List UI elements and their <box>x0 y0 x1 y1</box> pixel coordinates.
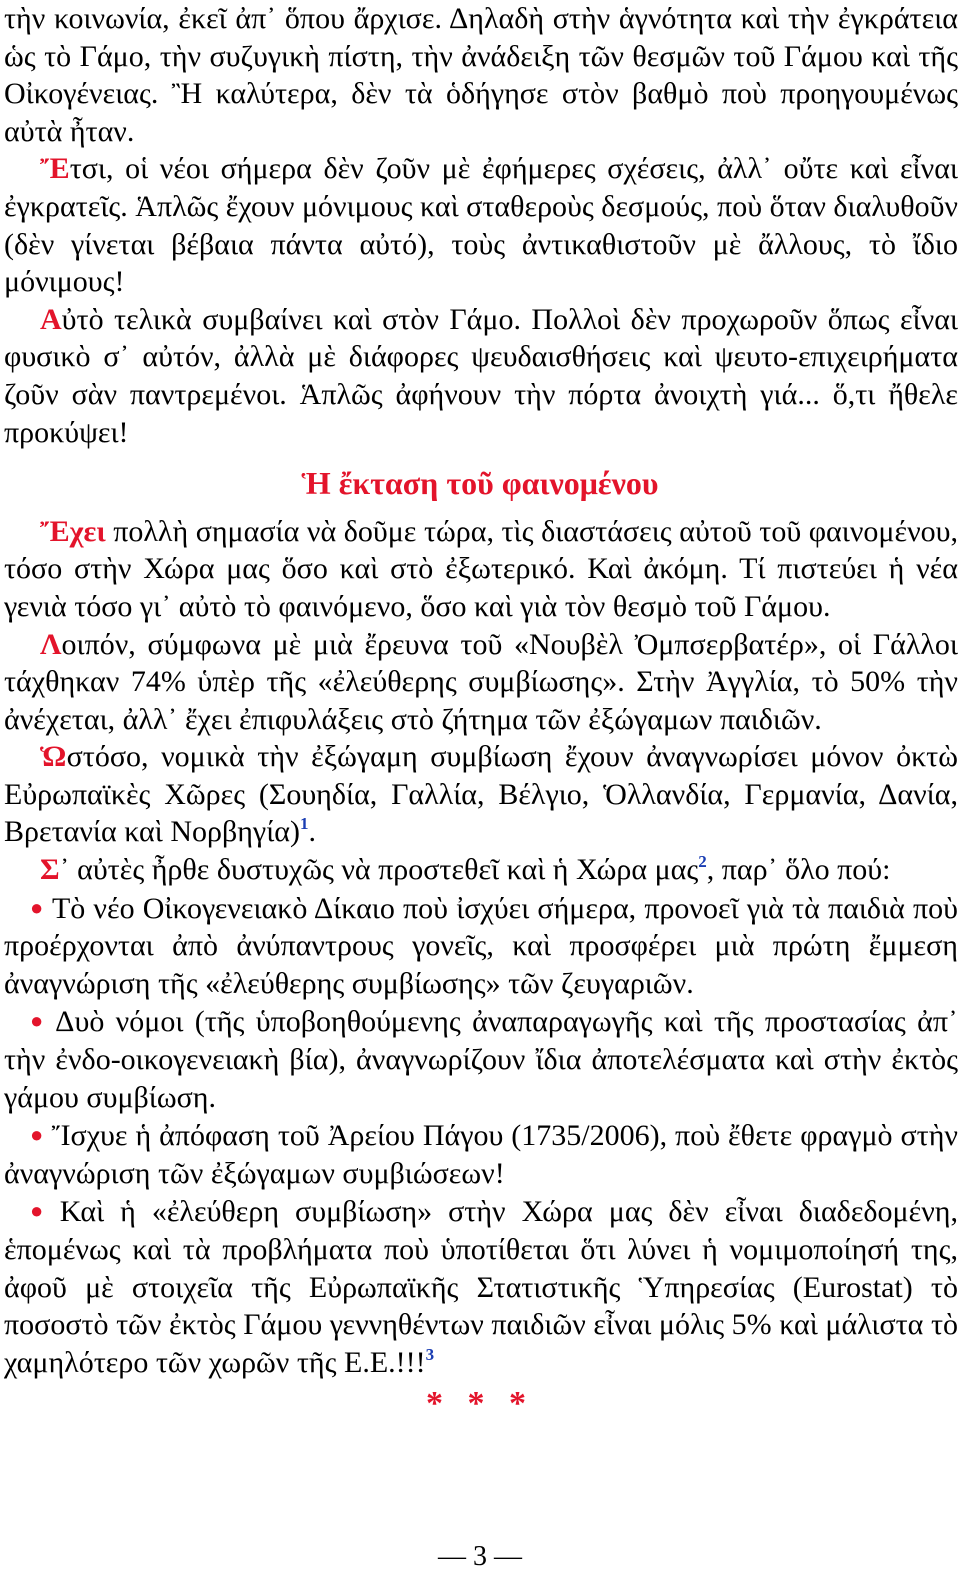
paragraph-2 <box>0 150 960 300</box>
paragraph-text: στόσο, νομικὰ τὴν ἐξώγαμη συμβίωση ἔχουν ἀναγνωρίσει μόνον ὀκτὼ Εὐρωπαϊκὲς Χῶρες (Σουηδία, Γαλλία, Βέλγιο, Ὁλλανδία, Γερμανία, Δανία, Βρετανία καὶ Νορβηγία) <box>4 740 958 849</box>
bullet-text: Καὶ ἡ «ἐλεύθερη συμβίωση» στὴν Χώρα μας δὲν εἶναι διαδεδομένη, ἑπομένως καὶ τὰ προβλήματα ποὺ ὑποτίθεται ὅτι λύνει ἡ νομιμοποίησή της, ἀφοῦ μὲ στοιχεῖα τῆς Εὐρωπαϊκῆς Στατιστικῆς Ὑπηρεσίας (Eurostat) τὸ ποσοστὸ τῶν ἐκτὸς Γάμου γεννηθέντων παιδιῶν εἶναι μόλις 5% καὶ μάλιστα τὸ χαμηλότερο τῶν χωρῶν τῆς Ε.Ε.!!! <box>4 1195 958 1379</box>
bullet-text: Δυὸ νόμοι (τῆς ὑποβοηθούμενης ἀναπαραγωγῆς καὶ τῆς προστασίας ἀπ᾽ τὴν ἐνδο-οικογενειακὴ βία), ἀναγνωρίζουν ἴδια ἀποτελέσματα καὶ στὴν ἐκτὸς γάμου συμβίωση. <box>4 1005 959 1114</box>
paragraph-7 <box>0 851 960 889</box>
paragraph-tail: . <box>308 815 316 849</box>
bullet-item <box>0 1002 960 1116</box>
paragraph-3 <box>0 301 960 451</box>
page-number: — 3 — <box>438 1541 522 1572</box>
bullet-text: Τὸ νέο Οἰκογενειακὸ Δίκαιο ποὺ ἰσχύει σήμερα, προνοεῖ γιὰ τὰ παιδιὰ ποὺ προέρχονται ἀπὸ ἀνύπαντρους γονεῖς, καὶ προσφέρει μιὰ πρώτη ἔμμεση ἀναγνώριση τῆς «ἐλεύθερης συμβίωσης» τῶν ζευγαριῶν. <box>4 891 958 1000</box>
paragraph-5 <box>0 626 960 739</box>
drop-letter: Ὡ <box>40 740 67 774</box>
section-heading: Ἡ ἔκταση τοῦ φαινομένου <box>301 465 659 502</box>
bullet-dot-icon: ● <box>30 1008 48 1034</box>
paragraph-text: τσι, οἱ νέοι σήμερα δὲν ζοῦν μὲ ἐφήμερες σχέσεις, ἀλλ᾽ οὔτε καὶ εἶναι ἐγκρατεῖς. Ἁπλῶς ἔχουν μόνιμους καὶ σταθεροὺς δεσμούς, ποὺ ὅταν διαλυθοῦν (δὲν γίνεται βέβαια πάντα αὐτό), τοὺς ἀντικαθιστοῦν μὲ ἄλλους, τὸ ἴδιο μόνιμους! <box>4 152 958 299</box>
paragraph-text: πολλὴ σημασία νὰ δοῦμε τώρα, τὶς διαστάσεις αὐτοῦ τοῦ φαινομένου, τόσο στὴν Χώρα μας ὅσο καὶ στὸ ἐξωτερικό. Καὶ ἀκόμη. Τί πιστεύει ἡ νέα γενιὰ τόσο γι᾽ αὐτὸ τὸ φαινόμενο, ὅσο καὶ γιὰ τὸν θεσμὸ τοῦ Γάμου. <box>4 514 958 623</box>
bullet-item <box>0 1192 960 1381</box>
paragraph-text: οιπόν, σύμφωνα μὲ μιὰ ἔρευνα τοῦ «Νουβὲλ Ὀμπσερβατέρ», οἱ Γάλλοι τάχθηκαν 74% ὑπὲρ τῆς «ἐλεύθερης συμβίωσης». Στὴν Ἀγγλία, τὸ 50% τὴν ἀνέχεται, ἀλλ᾽ ἔχει ἐπιφυλάξεις στὸ ζήτημα τῶν ἐξώγαμων παιδιῶν. <box>4 627 958 736</box>
paragraph-1: τὴν κοινωνία, ἐκεῖ ἀπ᾽ ὅπου ἄρχισε. Δηλαδὴ στὴν ἁγνότητα καὶ τὴν ἐγκράτεια ὡς τὸ Γάμο, τὴν συζυγικὴ πίστη, τὴν ἀνάδειξη τῶν θεσμῶν τοῦ Γάμου καὶ τῆς Οἰκογένειας. Ἢ καλύτερα, δὲν τὰ ὁδήγησε στὸν βαθμὸ ποὺ προηγουμένως αὐτὰ ἦταν. <box>4 2 958 148</box>
bullet-dot-icon: ● <box>30 894 44 920</box>
paragraph-6 <box>0 738 960 851</box>
drop-letter: Σ <box>40 853 60 887</box>
bullet-dot-icon: ● <box>30 1122 44 1148</box>
footnote-marker: 1 <box>299 814 309 834</box>
bullet-item <box>0 1116 960 1192</box>
footnote-marker: 3 <box>425 1344 435 1364</box>
drop-letter: Λ <box>40 627 62 661</box>
bullet-text: Ἴσχυε ἡ ἀπόφαση τοῦ Ἀρείου Πάγου (1735/2006), ποὺ ἔθετε φραγμὸ στὴν ἀναγνώριση τῶν ἐξώγαμων συμβιώσεων! <box>4 1119 958 1190</box>
paragraph-4 <box>0 513 960 626</box>
bullet-dot-icon: ● <box>30 1198 52 1224</box>
bullet-item <box>0 889 960 1003</box>
footnote-marker: 2 <box>698 852 707 872</box>
paragraph-text: ᾽ αὐτὲς ἦρθε δυστυχῶς νὰ προστεθεῖ καὶ ἡ Χώρα μας <box>59 853 699 887</box>
section-separator: * * * <box>426 1385 534 1423</box>
drop-letter: Ἔ <box>40 152 70 186</box>
paragraph-text: ὐτὸ τελικὰ συμβαίνει καὶ στὸν Γάμο. Πολλοὶ δὲν προχωροῦν ὅπως εἶναι φυσικὸ σ᾽ αὐτόν, ἀλλὰ μὲ διάφορες ψευδαισθήσεις καὶ ψευτο-επιχειρήματα ζοῦν σὰν παντρεμένοι. Ἁπλῶς ἀφήνουν τὴν πόρτα ἀνοιχτὴ γιά... ὅ,τι ἤθελε προκύψει! <box>4 302 958 449</box>
lead-word: Ἔχει <box>40 514 106 548</box>
drop-letter: Α <box>40 302 62 336</box>
paragraph-tail: , παρ᾽ ὅλο πού: <box>706 853 891 887</box>
